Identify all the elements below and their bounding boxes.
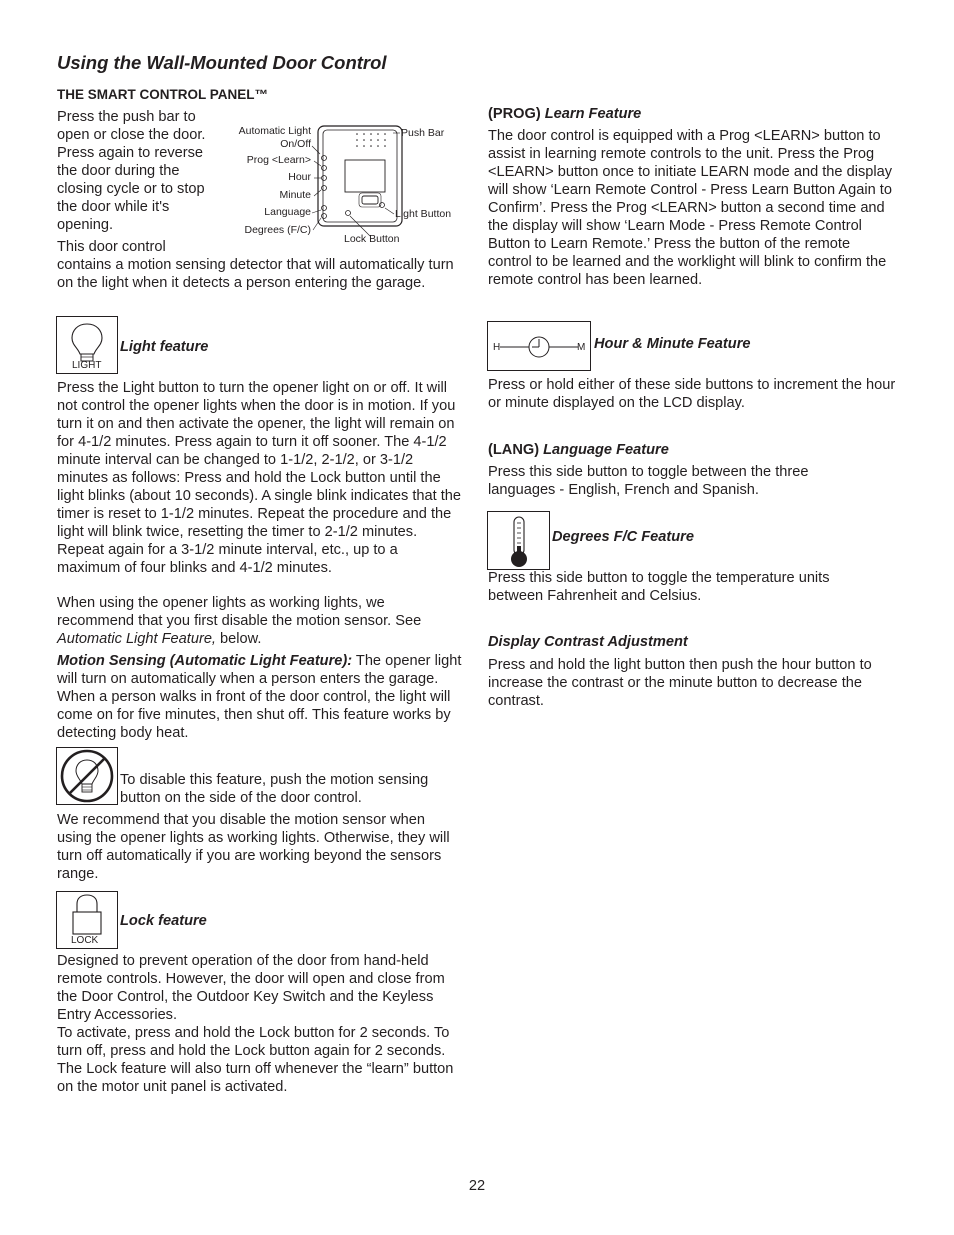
label-light-button: Light Button [395, 208, 452, 220]
light-body2-a: When using the opener lights as working lights, we recommend that you first disable the motion sensor. See [57, 595, 422, 629]
light-feature-body2 [57, 594, 462, 648]
intro-line: closing cycle or to stop [57, 181, 205, 197]
prog-prefix: (PROG) [488, 106, 545, 122]
lang-prefix: (LANG) [488, 442, 544, 458]
thermometer-icon [488, 512, 549, 569]
motion-disable-text: To disable this feature, push the motion sensing button on the side of the door control. [120, 772, 429, 806]
label-hour: Hour [288, 171, 311, 183]
lock-icon-box [56, 891, 118, 949]
prog-title: Learn Feature [544, 106, 642, 122]
intro2-rest: contains a motion sensing detector that will automatically turn on the light when it detects a person entering the garage. [57, 257, 454, 291]
lock-feature-body2: To activate, press and hold the Lock button for 2 seconds. To turn off, press and hold the Lock button again for 2 seconds. The Lock feature will also turn off whenever the “learn” button on the motor unit panel is activated. [57, 1025, 454, 1095]
hour-icon-label: H [493, 342, 501, 353]
degrees-icon-box [487, 511, 550, 570]
label-on-off: On/Off [280, 138, 311, 150]
hour-minute-body: Press or hold either of these side buttons to increment the hour or minute displayed on the LCD display. [488, 377, 896, 411]
label-lock-button: Lock Button [344, 233, 400, 245]
intro-line: Press again to reverse [57, 145, 204, 161]
light-icon-box [56, 316, 118, 374]
degrees-heading: Degrees F/C Feature [552, 529, 694, 545]
lang-body: Press this side button to toggle between the three languages - English, French and Spanish. [488, 464, 809, 498]
label-push-bar: Push Bar [401, 127, 445, 139]
page-number: 22 [468, 1178, 486, 1194]
light-body2-italic: Automatic Light Feature, [57, 631, 216, 647]
light-icon-label: LIGHT [72, 360, 102, 371]
motion-heading: Motion Sensing (Automatic Light Feature): [57, 653, 353, 669]
light-feature-heading: Light feature [120, 339, 209, 355]
light-feature-body: Press the Light button to turn the opener light on or off. It will not control the opener lights when the door is in motion. If you turn it on and then activate the opener, the light will remain on for 4-1/2 minutes. Press again to turn it off sooner. The 4-1/2 minute interval can be changed to 1-1/2, 2-1/2, or 3-1/2 minutes as follows: Press and hold the Lock button until the light blinks (about 10 seconds). A single blink indicates that the timer is reset to 1-1/2 minutes. Repeat the procedure and the light will blink twice, resetting the timer to 2-1/2 minutes. Repeat again for a 3-1/2 minute interval, etc., up to a maximum of four blinks and 4-1/2 minutes. [57, 380, 462, 576]
intro-line: the door during the [57, 163, 180, 179]
label-auto-light: Automatic Light [238, 125, 311, 137]
label-degrees: Degrees (F/C) [244, 224, 311, 236]
lang-heading [488, 441, 669, 459]
prog-heading [488, 105, 641, 123]
prog-body: The door control is equipped with a Prog <LEARN> button to assist in learning remote controls to the unit. Press the Prog <LEARN> button once to initiate LEARN mode and the display will show ‘Learn Remote Control - Press Learn Button Again to Confirm’. Press the Prog <LEARN> button a second time and the display will show ‘Learn Mode - Press Remote Control Button to Learn Remote.’ Press the button of the remote control to be learned and the worklight will blink to confirm the remote control has been learned. [488, 128, 893, 288]
light-body2-b: below. [216, 631, 262, 647]
hour-minute-heading: Hour & Minute Feature [594, 336, 751, 352]
motion-recommend-text: We recommend that you disable the motion sensor when using the opener lights as working lights. Otherwise, they will turn off automatically if you are working beyond the sensors range. [57, 812, 450, 882]
contrast-body: Press and hold the light button then push the hour button to increase the contrast or the minute button to decrease the contrast. [488, 657, 872, 709]
intro-line: open or close the door. [57, 127, 206, 143]
intro-line: Press the push bar to [57, 109, 196, 125]
intro2-first: This door control [57, 239, 166, 255]
label-minute: Minute [279, 189, 311, 201]
intro-text [57, 108, 227, 234]
lang-title: Language Feature [543, 442, 669, 458]
motion-body: The opener light will turn on automatically when a person enters the garage. When a person walks in front of the door control, the light will come on for five minutes, then shut off. This feature works by detecting body heat. [57, 653, 462, 741]
door-control-diagram [230, 118, 465, 250]
page-title: Using the Wall-Mounted Door Control [57, 52, 387, 73]
lock-feature-heading: Lock feature [120, 913, 207, 929]
lock-feature-body: Designed to prevent operation of the door from hand-held remote controls. However, the door will open and close from the Door Control, the Outdoor Key Switch and the Keyless Entry Accessories. [57, 953, 445, 1023]
intro-line: opening. [57, 217, 113, 233]
section-heading: THE SMART CONTROL PANEL™ [57, 87, 268, 102]
degrees-body: Press this side button to toggle the temperature units between Fahrenheit and Celsius. [488, 570, 830, 604]
minute-icon-label: M [577, 342, 586, 353]
label-language: Language [264, 206, 311, 218]
lock-icon-label: LOCK [71, 935, 99, 946]
clock-icon [488, 322, 590, 370]
contrast-heading: Display Contrast Adjustment [488, 634, 688, 650]
hour-minute-icon-box [487, 321, 591, 371]
no-motion-sensing-icon [57, 748, 117, 804]
motion-disable-icon-box [56, 747, 118, 805]
label-prog: Prog <Learn> [246, 154, 311, 166]
intro-line: the door while it's [57, 199, 170, 215]
motion-sensing-paragraph [57, 652, 462, 742]
